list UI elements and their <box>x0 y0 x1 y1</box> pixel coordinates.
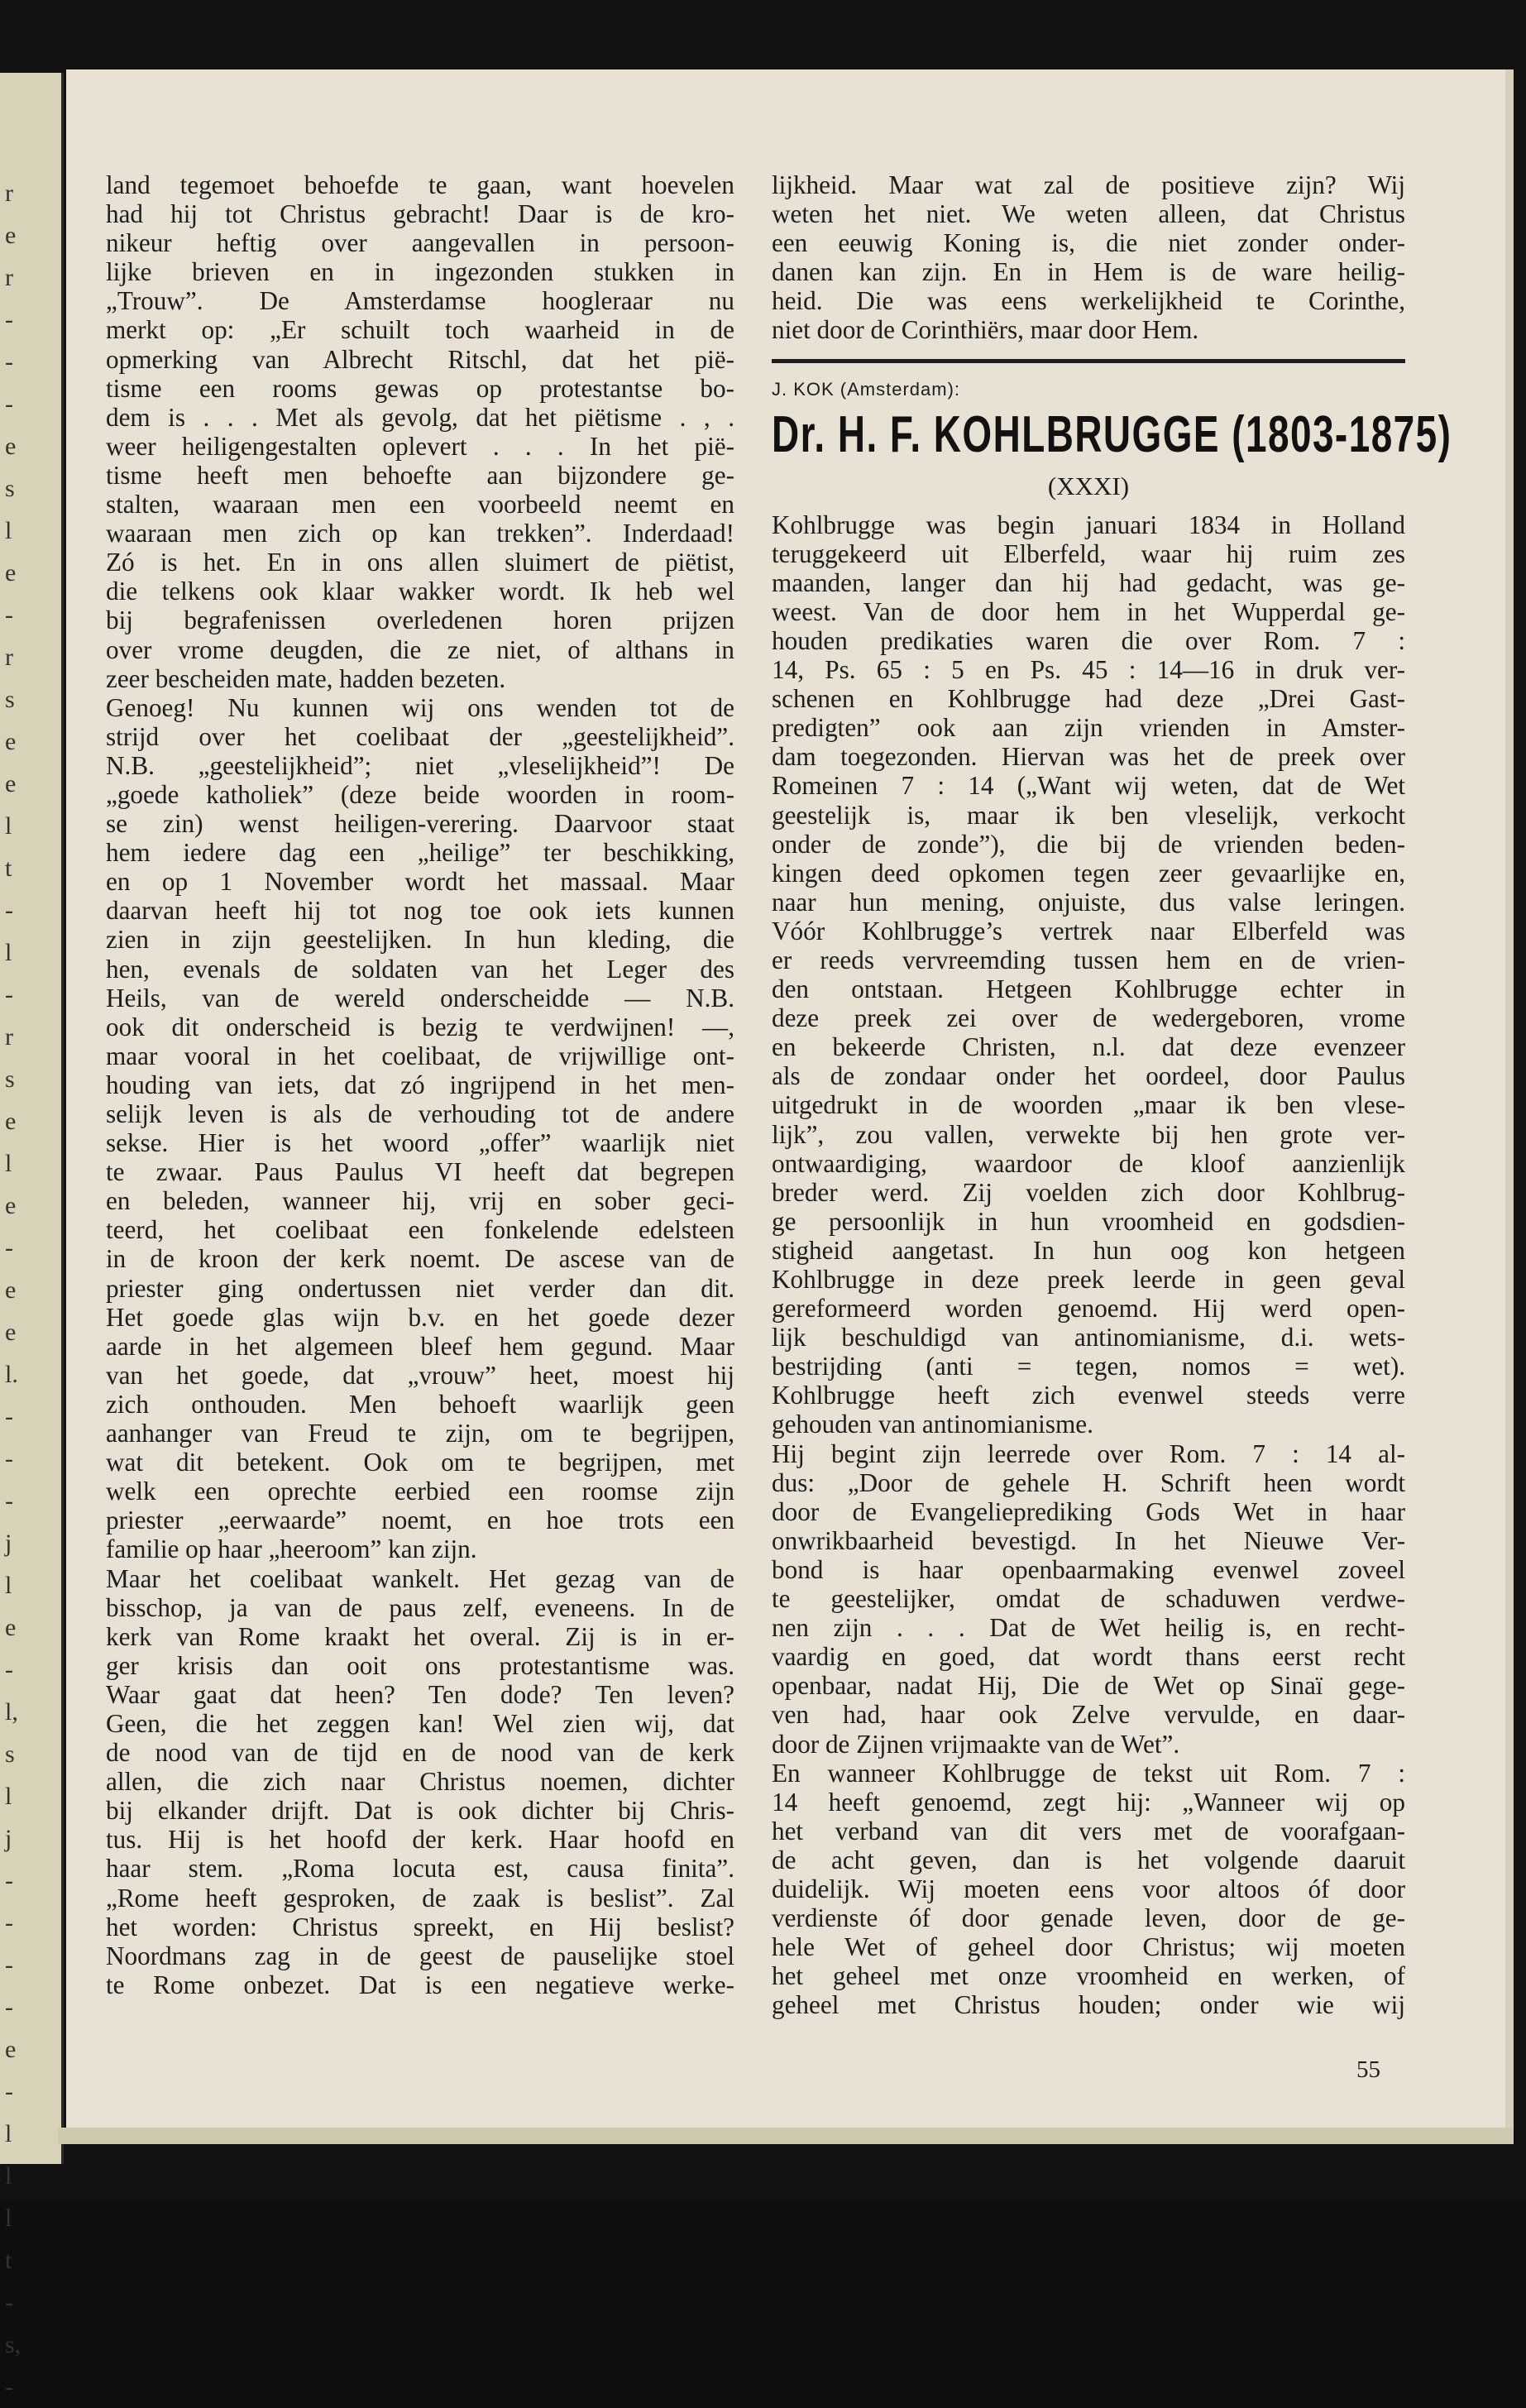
text-line: te geestelijker, omdat de schaduwen verdwe- <box>772 1584 1405 1614</box>
margin-char: - <box>5 348 13 376</box>
text-line: weten het niet. We weten alleen, dat Christus <box>772 199 1405 229</box>
text-line: aanhanger van Freud te zijn, om te begrijpen, <box>106 1419 734 1448</box>
text-line: weer heiligengestalten oplevert . . . In het pië- <box>106 431 734 461</box>
text-line: sekse. Hier is het woord „offer” waarlijk niet <box>106 1128 734 1158</box>
margin-char: l <box>5 2205 12 2232</box>
text-line: tisme een rooms gewas op protestantse bo- <box>106 373 734 403</box>
text-line: houden predikaties waren die over Rom. 7 : <box>772 625 1405 655</box>
margin-char: s <box>5 686 15 713</box>
text-line: opmerking van Albrecht Ritschl, dat het pië- <box>106 344 734 374</box>
text-line: nikeur heftig over aangevallen in persoon- <box>106 228 734 258</box>
text-line: naar hun mening, onjuiste, dus valse leringen. <box>772 887 1405 917</box>
text-line: stalten, waaraan men een voorbeeld neemt en <box>106 490 734 519</box>
margin-char: - <box>5 2289 13 2316</box>
margin-char: - <box>5 2373 13 2401</box>
text-line: vaardig en goed, dat wordt thans eerst recht <box>772 1642 1405 1672</box>
margin-char: l <box>5 2162 12 2190</box>
text-line: ven had, haar ook Zelve vervulde, en daar- <box>772 1700 1405 1730</box>
margin-char: - <box>5 1867 13 1894</box>
margin-char: s, <box>5 2331 22 2358</box>
text-line: merkt op: „Er schuilt toch waarheid in de <box>106 315 734 345</box>
text-line: het verband van dit vers met de voorafgaan- <box>772 1816 1405 1845</box>
text-line: als de zondaar onder het oordeel, door Paulus <box>772 1061 1405 1091</box>
text-line: te Rome onbezet. Dat is een negatieve werke- <box>106 1970 734 1999</box>
margin-char: l <box>5 1572 12 1599</box>
text-line: Genoeg! Nu kunnen wij ons wenden tot de <box>106 692 734 722</box>
text-line: se zin) wenst heiligen-verering. Daarvoor staat <box>106 809 734 839</box>
text-line: breder werd. Zij voelden zich door Kohlbrug- <box>772 1177 1405 1207</box>
text-line: schenen en Kohlbrugge had deze „Drei Gast- <box>772 684 1405 714</box>
text-line: teerd, het coelibaat een fonkelende edelsteen <box>106 1215 734 1245</box>
text-line: den ontstaan. Hetgeen Kohlbrugge echter in <box>772 974 1405 1004</box>
text-line: predigten” ook aan zijn vrienden in Amster- <box>772 713 1405 743</box>
margin-char: - <box>5 306 13 333</box>
margin-char: - <box>5 1909 13 1936</box>
article-title: Dr. H. F. KOHLBRUGGE (1803-1875) <box>772 405 1452 463</box>
margin-char: s <box>5 1740 15 1768</box>
text-line: bond is haar openbaarmaking evenwel zoveel <box>772 1554 1405 1584</box>
text-line: bij begrafenissen overledenen horen prijzen <box>106 606 734 635</box>
text-line: zich onthouden. Men behoeft waarlijk geen <box>106 1389 734 1419</box>
text-line: ge persoonlijk in hun vroomheid en godsdien- <box>772 1206 1405 1236</box>
text-line: bij elkander drijft. Dat is ook dichter bij Chris- <box>106 1796 734 1826</box>
binding-bottom-edge <box>58 2128 1514 2144</box>
margin-char: e <box>5 559 17 586</box>
text-line: waaraan men zich op kan trekken”. Inderdaad! <box>106 519 734 548</box>
text-line: hen, evenals de soldaten van het Leger des <box>106 954 734 984</box>
text-line: deze preek zei over de wedergeboren, vrome <box>772 1003 1405 1033</box>
text-line: gehouden van antinomianisme. <box>772 1410 1093 1439</box>
margin-char: - <box>5 2078 13 2105</box>
margin-char: l <box>5 1150 12 1177</box>
margin-char: e <box>5 1192 17 1219</box>
margin-char: e <box>5 2036 17 2063</box>
text-line: in de kroon der kerk noemt. De ascese van de <box>106 1244 734 1274</box>
margin-char: e <box>5 433 17 460</box>
margin-char: - <box>5 1234 13 1261</box>
text-line: te zwaar. Paus Paulus VI heeft dat begrepen <box>106 1157 734 1187</box>
text-line: door de Evangelieprediking Gods Wet in haar <box>772 1496 1405 1526</box>
text-line: kingen deed opkomen tegen zeer gevaarlijke en, <box>772 858 1405 888</box>
text-line: maar vooral in het coelibaat, de vrijwillige ont- <box>106 1041 734 1070</box>
text-line: Romeinen 7 : 14 („Want wij weten, dat de Wet <box>772 771 1405 801</box>
margin-char: t <box>5 855 12 882</box>
previous-page-margin-text <box>5 172 38 2408</box>
margin-char: - <box>5 1445 13 1472</box>
margin-char: - <box>5 601 13 629</box>
margin-char: - <box>5 390 13 418</box>
text-line: Vóór Kohlbrugge’s vertrek naar Elberfeld was <box>772 916 1405 945</box>
text-line: Kohlbrugge heeft zich evenwel steeds verre <box>772 1381 1405 1410</box>
text-line: uitgedrukt in de woorden „maar ik ben vlese- <box>772 1090 1405 1120</box>
margin-char: e <box>5 1108 17 1135</box>
text-line: Het goede glas wijn b.v. en het goede dezer <box>106 1302 734 1332</box>
margin-char: e <box>5 1319 17 1346</box>
text-line: onwrikbaarheid bevestigd. In het Nieuwe Ver- <box>772 1525 1405 1555</box>
text-line: het worden: Christus spreekt, en Hij beslist? <box>106 1912 734 1941</box>
text-line: Heils, van de wereld onderscheidde — N.B. <box>106 983 734 1013</box>
text-line: weest. Van de door hem in het Wupperdal ge- <box>772 596 1405 626</box>
text-line: En wanneer Kohlbrugge de tekst uit Rom. 7 : <box>772 1758 1405 1788</box>
text-line: lijke brieven en in ingezonden stukken in <box>106 257 734 287</box>
text-line: duidelijk. Wij moeten eens voor altoos óf door <box>772 1874 1405 1903</box>
text-line: strijd over het coelibaat der „geestelijkheid”. <box>106 721 734 751</box>
text-line: gereformeerd worden genoemd. Hij werd open- <box>772 1294 1405 1324</box>
text-line: dam toegezonden. Hiervan was het de preek over <box>772 742 1405 772</box>
text-line: hele Wet of geheel door Christus; wij moeten <box>772 1932 1405 1962</box>
text-line: selijk leven is als de verhouding tot de andere <box>106 1099 734 1128</box>
margin-char: e <box>5 728 17 755</box>
text-line: lijkheid. Maar wat zal de positieve zijn? Wij <box>772 170 1405 199</box>
margin-char: s <box>5 1065 15 1093</box>
article-installment-number: (XXXI) <box>1047 471 1130 500</box>
text-line: geestelijk is, maar ik ben vleselijk, verkocht <box>772 800 1405 830</box>
text-line: Kohlbrugge in deze preek leerde in geen geval <box>772 1265 1405 1294</box>
text-line: nen zijn . . . Dat de Wet heilig is, en recht- <box>772 1613 1405 1643</box>
margin-char: l <box>5 517 12 544</box>
text-line: lijk beschuldigd van antinomianisme, d.i. wets- <box>772 1323 1405 1352</box>
text-line: over vrome deugden, die ze niet, of althans in <box>106 634 734 664</box>
margin-char: - <box>5 897 13 924</box>
text-line: tus. Hij is het hoofd der kerk. Haar hoofd en <box>106 1825 734 1855</box>
margin-char: j <box>5 1530 12 1557</box>
text-line: stigheid aangetast. In hun oog kon hetgeen <box>772 1235 1405 1265</box>
margin-char: r <box>5 644 13 671</box>
text-line: danen kan zijn. En in Hem is de ware heilig- <box>772 257 1405 287</box>
text-line: familie op haar „heeroom” kan zijn. <box>106 1534 477 1564</box>
margin-char: j <box>5 1825 12 1852</box>
margin-char: r <box>5 264 13 291</box>
margin-char: - <box>5 1656 13 1683</box>
text-line: door de Zijnen vrijmaakte van de Wet”. <box>772 1729 1180 1759</box>
text-line: Noordmans zag in de geest de pauselijke stoel <box>106 1941 734 1970</box>
previous-page-edge <box>0 73 64 2401</box>
margin-char: e <box>5 1276 17 1304</box>
text-line: er reeds vervreemding tussen hem en de vrien- <box>772 945 1405 974</box>
text-line: zeer bescheiden mate, hadden bezeten. <box>106 663 506 693</box>
margin-char: t <box>5 2247 12 2274</box>
text-line: haar stem. „Roma locuta est, causa finita”. <box>106 1854 734 1884</box>
text-line: „Rome heeft gesproken, de zaak is beslist”. Zal <box>106 1883 734 1913</box>
text-line: priester „eerwaarde” noemt, en hoe trots een <box>106 1506 734 1535</box>
text-line: verdienste óf door genade leven, door de ge- <box>772 1903 1405 1933</box>
text-line: geheel met Christus houden; onder wie wij <box>772 1990 1405 2020</box>
text-line: Geen, die het zeggen kan! Wel zien wij, dat <box>106 1708 734 1738</box>
text-line: onder de zonde”), die bij de vrienden beden- <box>772 829 1405 859</box>
text-line: dem is . . . Met als gevolg, dat het piëtisme . , . <box>106 402 734 432</box>
margin-char: - <box>5 1403 13 1430</box>
margin-char: - <box>5 1487 13 1515</box>
text-line: bisschop, ja van de paus zelf, eveneens. In de <box>106 1592 734 1622</box>
margin-char: r <box>5 1023 13 1051</box>
text-line: openbaar, nadat Hij, Die de Wet op Sinaï gege- <box>772 1671 1405 1701</box>
text-line: hem iedere dag een „heilige” ter beschikking, <box>106 838 734 868</box>
text-line: maanden, langer dan hij had gedacht, was ge- <box>772 567 1405 597</box>
text-line: van het goede, dat „vrouw” heet, moest hij <box>106 1360 734 1390</box>
text-line: houding van iets, dat zó ingrijpend in het men- <box>106 1070 734 1099</box>
text-line: had hij tot Christus gebracht! Daar is de kro- <box>106 199 734 229</box>
text-line: 14, Ps. 65 : 5 en Ps. 45 : 14—16 in druk ver- <box>772 655 1405 685</box>
article-author: J. KOK (Amsterdam): <box>772 378 961 400</box>
margin-char: l <box>5 939 12 966</box>
text-line: ontwaardiging, waardoor de kloof aanzienlijk <box>772 1148 1405 1178</box>
text-line: dus: „Door de gehele H. Schrift heen wordt <box>772 1467 1405 1497</box>
text-line: het geheel met onze vroomheid en werken, of <box>772 1961 1405 1991</box>
margin-char: s <box>5 475 15 502</box>
text-line: tisme heeft men behoefte aan bijzondere ge- <box>106 460 734 490</box>
text-line: 14 heeft genoemd, zegt hij: „Wanneer wij op <box>772 1787 1405 1817</box>
margin-char: e <box>5 1614 17 1641</box>
text-line: die telkens ook klaar wakker wordt. Ik heb wel <box>106 577 734 606</box>
text-line: een eeuwig Koning is, die niet zonder onder- <box>772 228 1405 258</box>
left-column <box>106 170 734 1999</box>
text-line: zien in zijn geestelijken. In hun kleding, die <box>106 925 734 955</box>
text-line: Kohlbrugge was begin januari 1834 in Holland <box>772 510 1405 539</box>
text-line: „Trouw”. De Amsterdamse hoogleraar nu <box>106 286 734 316</box>
text-line: welk een oprechte eerbied een roomse zijn <box>106 1477 734 1506</box>
previous-article-ending <box>772 170 1405 345</box>
margin-char: - <box>5 1994 13 2021</box>
margin-char: e <box>5 222 17 249</box>
right-column <box>772 170 1452 2020</box>
text-line: Zó is het. En in ons allen sluimert de piëtist, <box>106 548 734 577</box>
text-line: land tegemoet behoefde te gaan, want hoevelen <box>106 170 734 199</box>
text-line: Maar het coelibaat wankelt. Het gezag van de <box>106 1563 734 1593</box>
text-line: en bekeerde Christen, n.l. dat deze evenzeer <box>772 1032 1405 1062</box>
margin-char: r <box>5 180 13 207</box>
article-body <box>772 510 1405 2020</box>
text-line: en beleden, wanneer hij, vrij en sober geci- <box>106 1186 734 1216</box>
margin-char: - <box>5 981 13 1008</box>
margin-char: e <box>5 770 17 797</box>
text-line: wat dit betekent. Ook om te begrijpen, met <box>106 1448 734 1477</box>
text-line: Hij begint zijn leerrede over Rom. 7 : 14 al- <box>772 1439 1405 1468</box>
section-divider-rule <box>772 359 1405 363</box>
margin-char: l <box>5 1783 12 1810</box>
margin-char: - <box>5 1951 13 1979</box>
text-line: Waar gaat dat heen? Ten dode? Ten leven? <box>106 1679 734 1709</box>
text-line: de acht geven, dan is het volgende daaruit <box>772 1845 1405 1874</box>
text-line: bestrijding (anti = tegen, nomos = wet). <box>772 1352 1405 1381</box>
text-line: ger krisis dan ooit ons protestantisme was. <box>106 1650 734 1680</box>
margin-char: l. <box>5 1361 18 1388</box>
text-line: en op 1 November wordt het massaal. Maar <box>106 867 734 897</box>
margin-char: l, <box>5 1698 18 1726</box>
text-line: ook dit onderscheid is bezig te verdwijnen! —, <box>106 1012 734 1041</box>
text-line: priester ging ondertussen niet verder dan dit. <box>106 1273 734 1303</box>
text-line: heid. Die was eens werkelijkheid te Corinthe, <box>772 286 1405 316</box>
text-line: N.B. „geestelijkheid”; niet „vleselijkheid”! De <box>106 750 734 780</box>
text-line: de nood van de tijd en de nood van de kerk <box>106 1738 734 1768</box>
text-line: aarde in het algemeen bleef hem gegund. Maar <box>106 1331 734 1361</box>
text-line: kerk van Rome kraakt het overal. Zij is in er- <box>106 1621 734 1651</box>
text-line: daarvan heeft hij tot nog toe ook iets kunnen <box>106 896 734 926</box>
text-line: „goede katholiek” (deze beide woorden in room- <box>106 779 734 809</box>
page-number: 55 <box>1356 2056 1380 2083</box>
text-line: allen, die zich naar Christus noemen, dichter <box>106 1767 734 1797</box>
text-line: niet door de Corinthiërs, maar door Hem. <box>772 315 1199 345</box>
text-line: teruggekeerd uit Elberfeld, waar hij ruim zes <box>772 539 1405 568</box>
text-line: lijk”, zou vallen, verwekte bij hen grote ver- <box>772 1119 1405 1149</box>
margin-char: l <box>5 2120 12 2147</box>
margin-char: l <box>5 812 12 840</box>
